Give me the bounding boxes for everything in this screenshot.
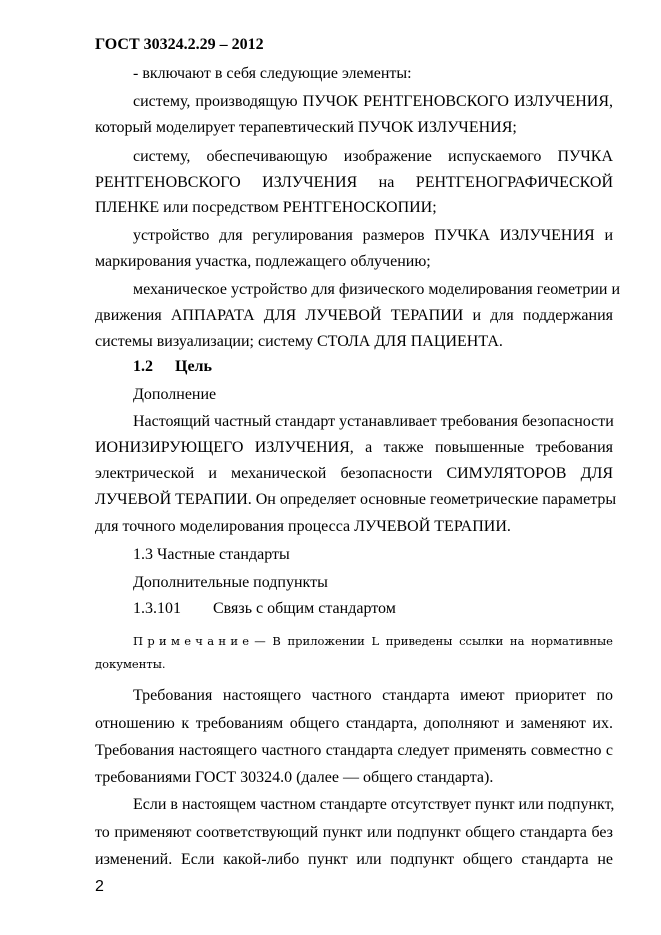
note-label: Примечание bbox=[133, 634, 254, 648]
paragraph-line: требованиями ГОСТ 30324.0 (далее — общего стандарта). bbox=[95, 769, 494, 786]
subclause-number: 1.3.101 bbox=[133, 600, 181, 617]
additional-subclauses: Дополнительные подпункты bbox=[133, 574, 328, 591]
note bbox=[133, 634, 613, 648]
list-item-line: устройство для регулирования размеров ПУЧКА ИЗЛУЧЕНИЯ и bbox=[133, 227, 613, 244]
list-item-line: систему, производящую ПУЧОК РЕНТГЕНОВСКОГО ИЗЛУЧЕНИЯ, bbox=[133, 93, 613, 110]
paragraph-line: для точного моделирования процесса ЛУЧЕВОЙ ТЕРАПИИ. bbox=[95, 518, 511, 535]
section-number: 1.2 bbox=[133, 358, 153, 375]
paragraph-line: ИОНИЗИРУЮЩЕГО ИЗЛУЧЕНИЯ, а также повышенные требования bbox=[95, 439, 613, 456]
note-continuation: документы. bbox=[95, 657, 166, 671]
paragraph-line: электрической и механической безопасности СИМУЛЯТОРОВ ДЛЯ bbox=[95, 465, 613, 482]
addition-label: Дополнение bbox=[133, 386, 217, 403]
list-item-line: РЕНТГЕНОВСКОГО ИЗЛУЧЕНИЯ на РЕНТГЕНОГРАФИЧЕСКОЙ bbox=[95, 174, 613, 191]
list-item-line: маркирования участка, подлежащего облучению; bbox=[95, 253, 431, 270]
paragraph-line: Требования настоящего частного стандарта следует применять совместно с bbox=[95, 742, 613, 759]
list-item-line: системы визуализации; систему СТОЛА ДЛЯ ПАЦИЕНТА. bbox=[95, 333, 503, 350]
paragraph-line: отношению к требованиям общего стандарта, дополняют и заменяют их. bbox=[95, 715, 613, 732]
document-header: ГОСТ 30324.2.29 – 2012 bbox=[95, 36, 264, 53]
list-item-line: систему, обеспечивающую изображение испускаемого ПУЧКА bbox=[133, 148, 613, 165]
list-item-line: ПЛЕНКЕ или посредством РЕНТГЕНОСКОПИИ; bbox=[95, 199, 437, 216]
intro-line: - включают в себя следующие элементы: bbox=[133, 65, 412, 82]
section-heading bbox=[133, 358, 212, 376]
section-1-3-heading: 1.3 Частные стандарты bbox=[133, 546, 290, 563]
list-item-line: движения АППАРАТА ДЛЯ ЛУЧЕВОЙ ТЕРАПИИ и для поддержания bbox=[95, 307, 613, 324]
paragraph-line: то применяют соответствующий пункт или подпункт общего стандарта без bbox=[95, 824, 613, 841]
note-text: — В приложении L приведены ссылки на нормативные bbox=[254, 634, 613, 648]
paragraph-line: ЛУЧЕВОЙ ТЕРАПИИ. Он определяет основные геометрические параметры bbox=[95, 491, 617, 508]
paragraph-line: Если в настоящем частном стандарте отсутствует пункт или подпункт, bbox=[133, 796, 615, 813]
list-item-line: который моделирует терапевтический ПУЧОК ИЗЛУЧЕНИЯ; bbox=[95, 119, 517, 136]
subclause-title: Связь с общим стандартом bbox=[213, 600, 396, 617]
page-number: 2 bbox=[95, 878, 104, 895]
paragraph-line: изменений. Если какой-либо пункт или подпункт общего стандарта не bbox=[95, 851, 613, 868]
section-title: Цель bbox=[175, 358, 212, 375]
subclause-heading bbox=[133, 600, 396, 618]
list-item-line: механическое устройство для физического моделирования геометрии и bbox=[133, 281, 621, 298]
paragraph-line: Требования настоящего частного стандарта имеют приоритет по bbox=[133, 687, 613, 704]
paragraph-line: Настоящий частный стандарт устанавливает требования безопасности bbox=[133, 413, 614, 430]
